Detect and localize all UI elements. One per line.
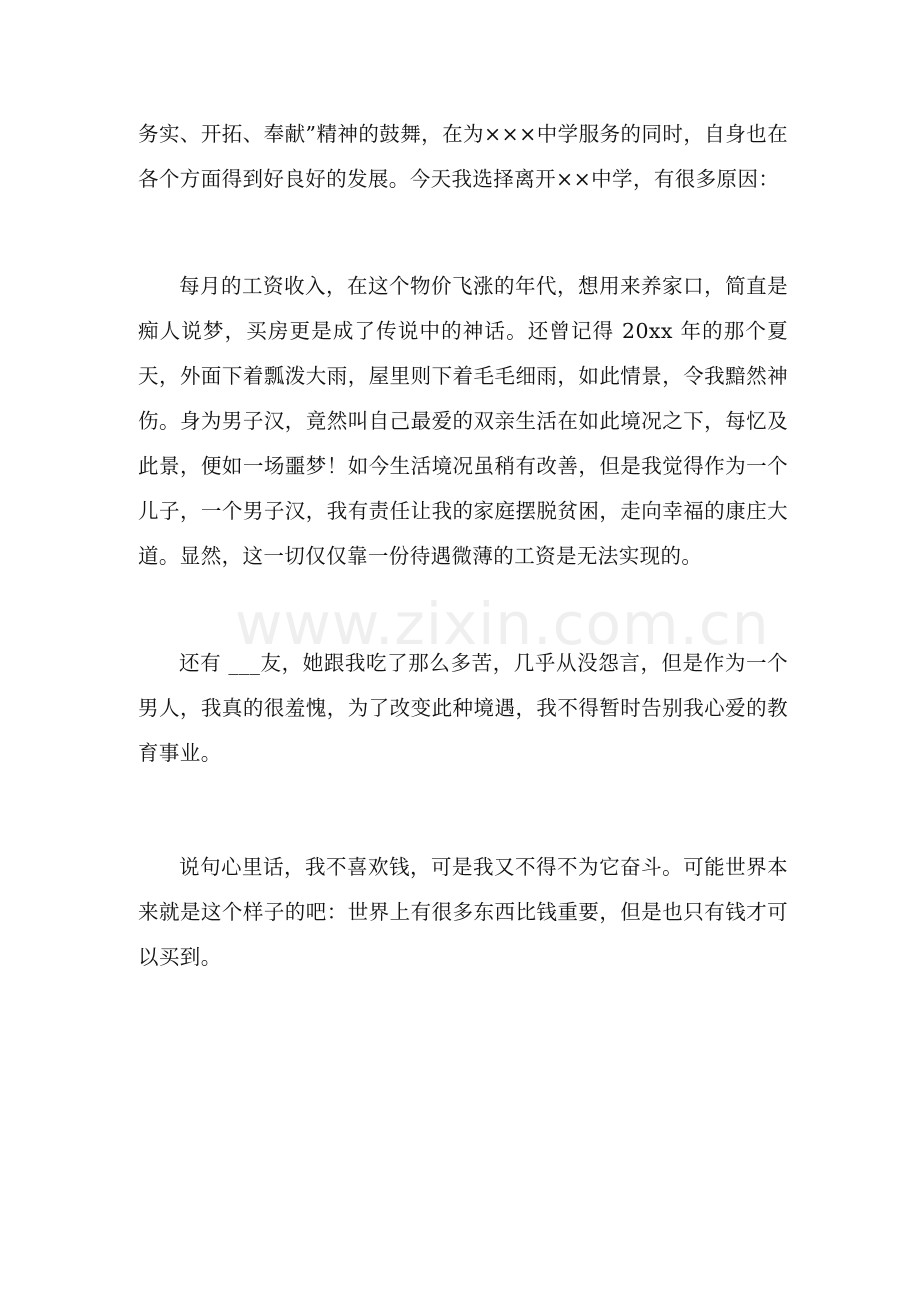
- paragraph-4: 说句心里话，我不喜欢钱，可是我又不得不为它奋斗。可能世界本来就是这个样子的吧：世界上有很多东西比钱重要，但是也只有钱才可以买到。: [138, 855, 788, 969]
- paragraph-2: 每月的工资收入，在这个物价飞涨的年代，想用来养家口，简直是痴人说梦，买房更是成了传说中的神话。还曾记得 20xx 年的那个夏天，外面下着瓢泼大雨，屋里则下着毛毛细雨，如此情景，令我黯然神伤。身为男子汉，竟然叫自己最爱的双亲生活在如此境况之下，每忆及此景，便如一场噩梦！如今生活境况虽稍有改善，但是我觉得作为一个儿子，一个男子汉，我有责任让我的家庭摆脱贫困，走向幸福的康庄大道。显然，这一切仅仅靠一份待遇微薄的工资是无法实现的。: [138, 274, 788, 568]
- paragraph-gap: [138, 579, 788, 641]
- paragraph-gap: [138, 202, 788, 264]
- watermark-text: www.zixin.com.cn: [235, 590, 770, 658]
- paragraph-gap: [138, 776, 788, 845]
- paragraph-3: 还有 ___友，她跟我吃了那么多苦，几乎从没怨言，但是作为一个男人，我真的很羞愧，为了改变此种境遇，我不得暂时告别我心爱的教育事业。: [138, 651, 788, 765]
- paragraph-1: 务实、开拓、奉献”精神的鼓舞，在为×××中学服务的同时，自身也在各个方面得到好良好的发展。今天我选择离开××中学，有很多原因：: [138, 122, 788, 191]
- document-body: [138, 112, 788, 980]
